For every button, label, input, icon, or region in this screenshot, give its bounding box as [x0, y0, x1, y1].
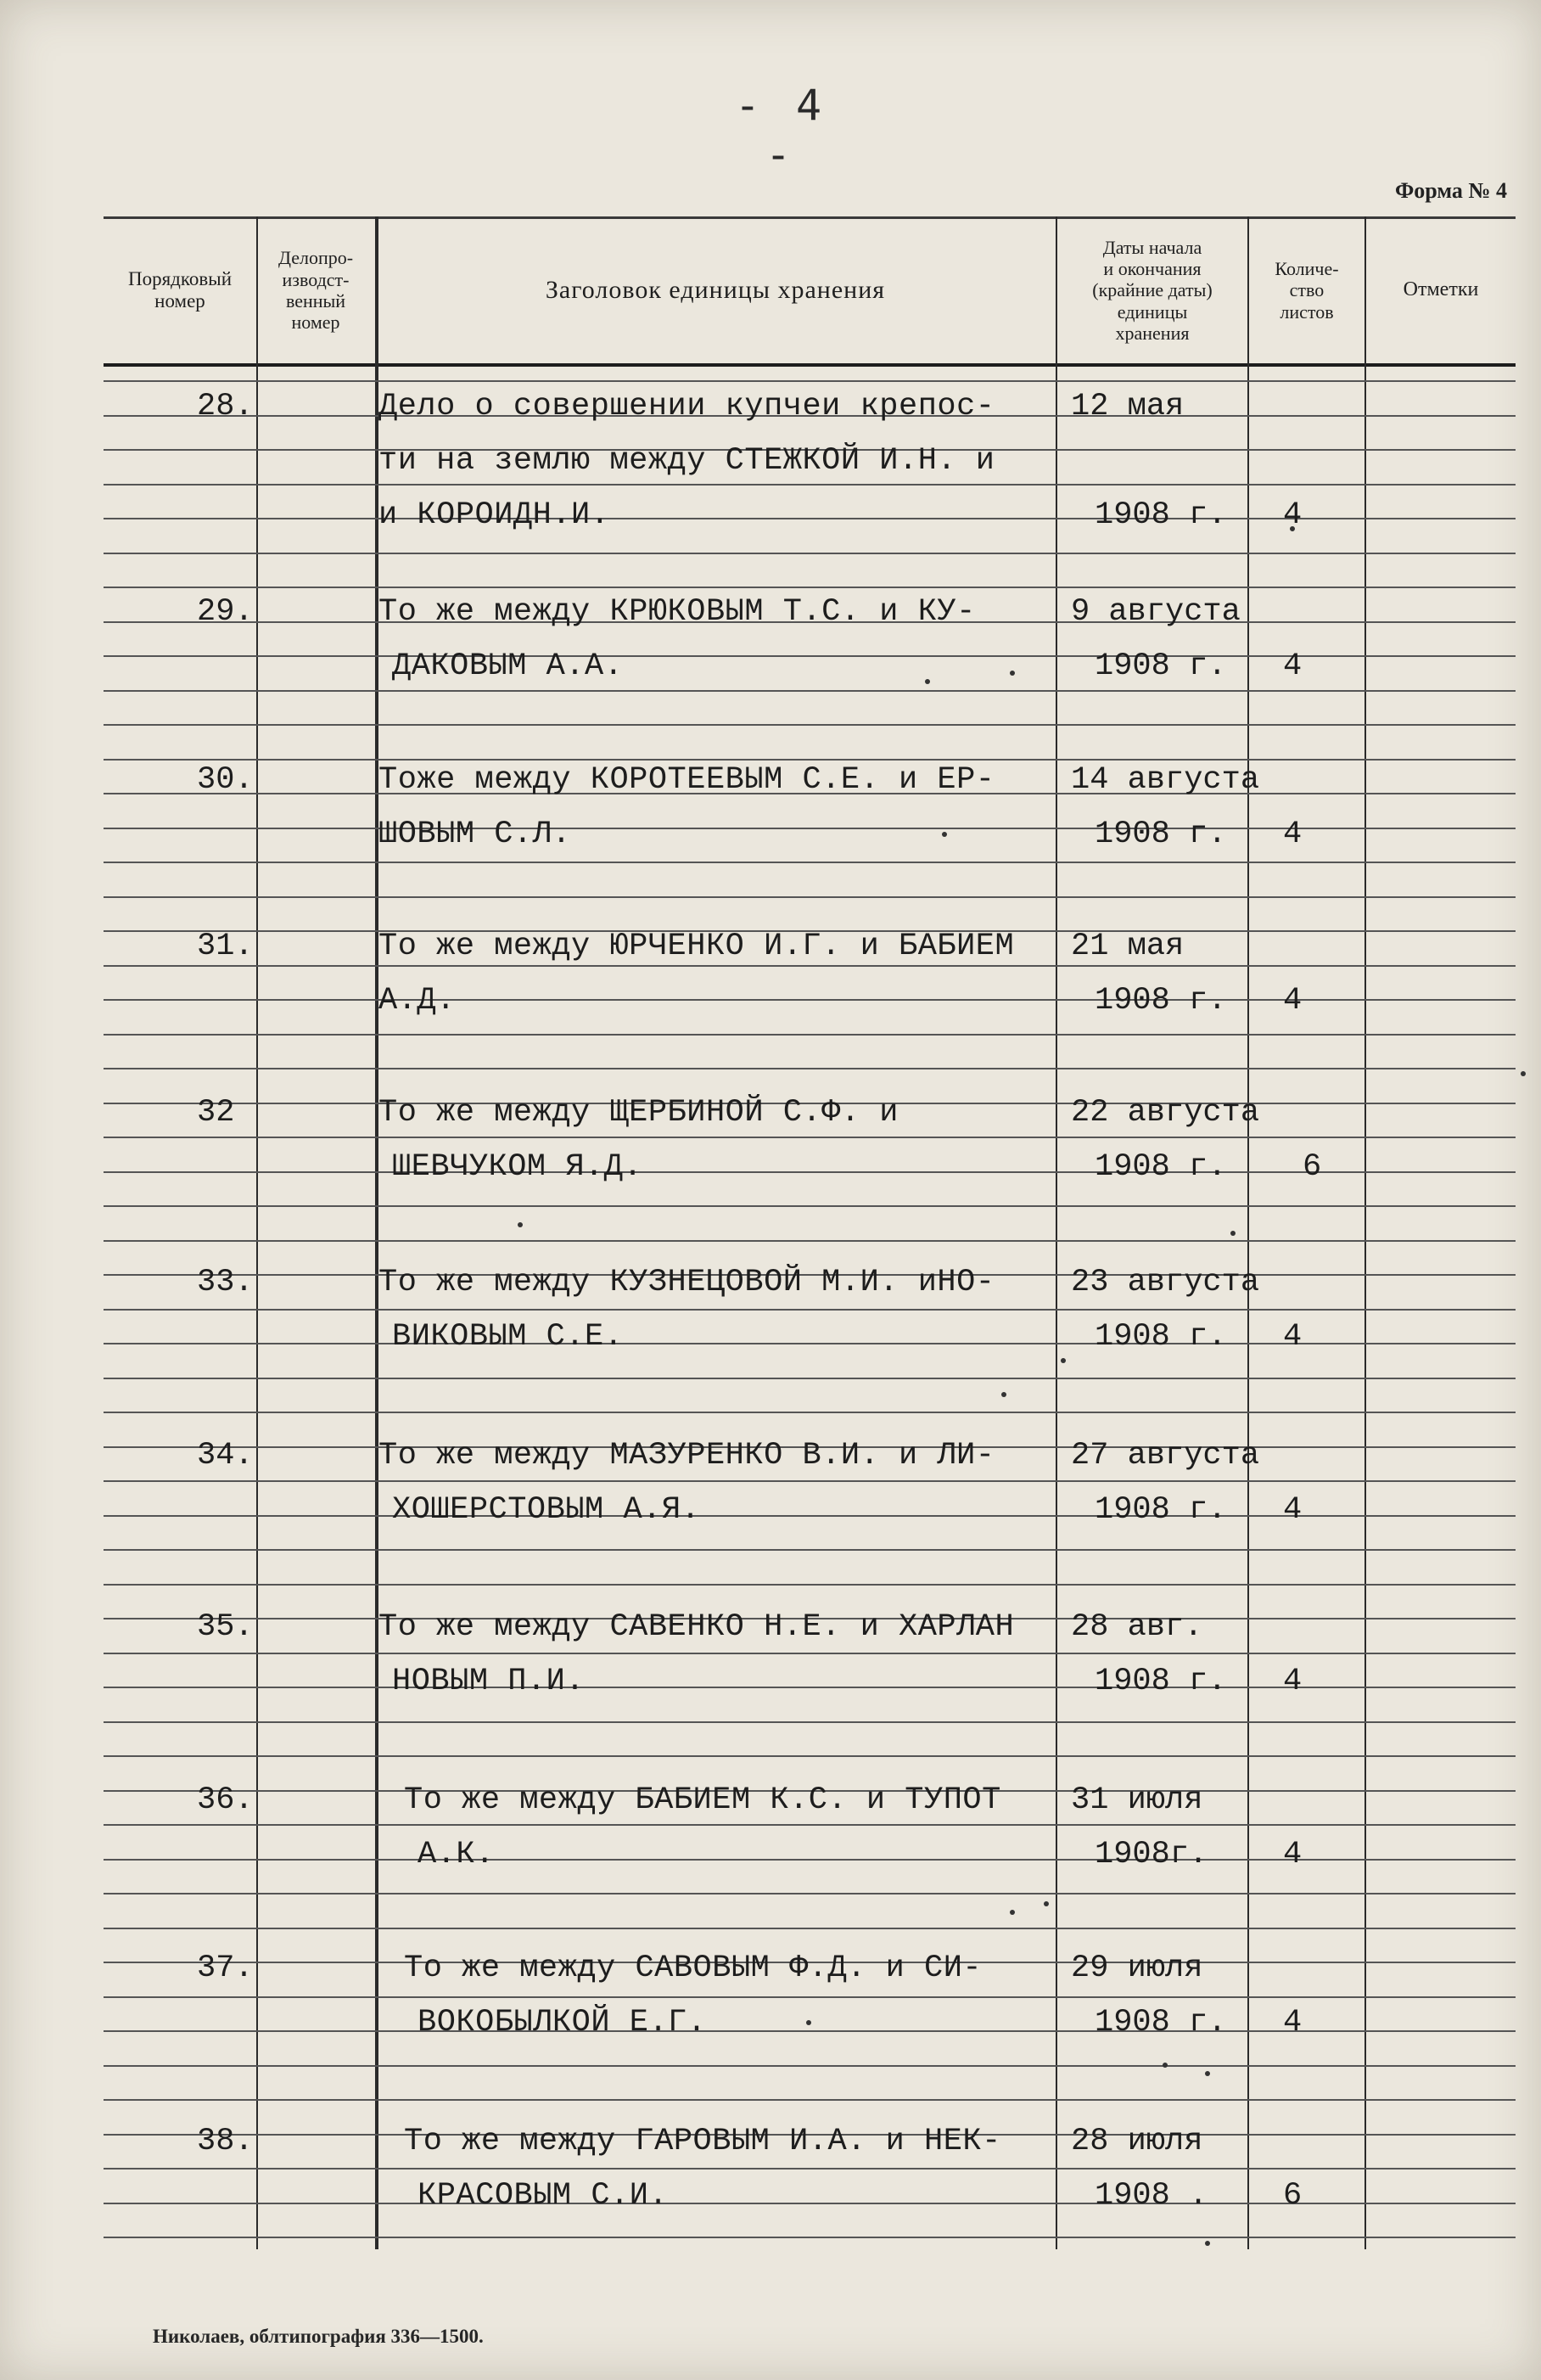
- ruled-line: [104, 690, 1516, 692]
- entry-sheet-count: 4: [1283, 1492, 1303, 1528]
- ruled-line: [104, 1928, 1516, 1929]
- entry-date-line: 27 августа: [1071, 1438, 1260, 1473]
- entry-date-line: 1908 .: [1095, 2178, 1208, 2214]
- header-dates: Даты начала и окончания (крайние даты) единицы хранения: [1092, 236, 1213, 344]
- entry-sheet-count: 4: [1283, 648, 1303, 684]
- entry-title-line: ДАКОВЫМ А.А.: [392, 648, 624, 684]
- entry-date-line: 14 августа: [1071, 762, 1260, 798]
- ruled-line: [104, 655, 1516, 657]
- entry-number: 32: [197, 1095, 235, 1131]
- ruled-line: [104, 380, 1516, 382]
- entry-number: 30.: [197, 762, 254, 798]
- ruled-line: [104, 1378, 1516, 1379]
- ruled-line: [104, 1996, 1516, 1998]
- entry-title-line: ти на землю между СТЕЖКОЙ И.Н. и: [378, 443, 995, 479]
- entry-title-line: ВИКОВЫМ С.Е.: [392, 1319, 624, 1355]
- entry-sheet-count: 4: [1283, 497, 1303, 533]
- ruled-line: [104, 1137, 1516, 1138]
- ruled-line: [104, 1343, 1516, 1344]
- ruled-line: [104, 1068, 1516, 1069]
- ruled-line: [104, 1309, 1516, 1311]
- entry-date-line: 1908 г.: [1095, 2005, 1227, 2040]
- entry-title-line: ВОКОБЫЛКОЙ Е.Г.: [417, 2005, 707, 2040]
- ruled-line: [104, 999, 1516, 1001]
- entry-sheet-count: 4: [1283, 983, 1303, 1019]
- entry-title-line: ХОШЕРСТОВЫМ А.Я.: [392, 1492, 701, 1528]
- entry-number: 29.: [197, 594, 254, 630]
- ruled-line: [104, 518, 1516, 519]
- column-divider-sheets: [1364, 216, 1366, 2249]
- entry-title-line: То же между САВОВЫМ Ф.Д. и СИ-: [404, 1951, 983, 1986]
- ruled-line: [104, 1240, 1516, 1242]
- column-divider-title: [1056, 216, 1057, 2249]
- entry-date-line: 31 июля: [1071, 1782, 1203, 1818]
- header-notes: Отметки: [1403, 278, 1479, 301]
- entry-title-line: ШЕВЧУКОМ Я.Д.: [392, 1149, 643, 1185]
- ruled-line: [104, 896, 1516, 898]
- ruled-line: [104, 1893, 1516, 1894]
- entry-title-line: и КОРОИДН.И.: [378, 497, 610, 533]
- entry-title-line: А.К.: [417, 1837, 495, 1872]
- ruled-line: [104, 1859, 1516, 1861]
- entry-number: 33.: [197, 1265, 254, 1300]
- entry-date-line: 12 мая: [1071, 389, 1185, 424]
- ruled-line: [104, 1205, 1516, 1207]
- entry-number: 36.: [197, 1782, 254, 1818]
- entry-title-line: То же между КУЗНЕЦОВОЙ М.И. иНО-: [378, 1265, 995, 1300]
- entry-date-line: 1908 г.: [1095, 1319, 1227, 1355]
- entry-title-line: То же между САВЕНКО Н.Е. и ХАРЛАН: [378, 1609, 1015, 1645]
- ink-speck: [1044, 1901, 1049, 1906]
- entry-sheet-count: 6: [1303, 1149, 1322, 1185]
- entry-sheet-count: 4: [1283, 817, 1303, 852]
- entry-date-line: 1908 г.: [1095, 983, 1227, 1019]
- entry-date-line: 23 августа: [1071, 1265, 1260, 1300]
- ruled-line: [104, 828, 1516, 829]
- entry-title-line: То же между ГАРОВЫМ И.А. и НЕК-: [404, 2124, 1001, 2159]
- ruled-line: [104, 862, 1516, 863]
- entry-number: 37.: [197, 1951, 254, 1986]
- entry-date-line: 9 августа: [1071, 594, 1241, 630]
- ink-speck: [518, 1222, 523, 1227]
- ink-speck: [1010, 671, 1015, 676]
- page-number: - 4 -: [734, 81, 827, 179]
- entry-title-line: То же между ЩЕРБИНОЙ С.Ф. и: [378, 1095, 899, 1131]
- ruled-line: [104, 2065, 1516, 2067]
- ink-speck: [1061, 1358, 1066, 1363]
- entry-date-line: 1908 г.: [1095, 817, 1227, 852]
- entry-title-line: ШОВЫМ С.Л.: [378, 817, 572, 852]
- entry-date-line: 1908 г.: [1095, 1492, 1227, 1528]
- ink-speck: [806, 2020, 811, 2025]
- printer-imprint: Николаев, облтипография 336—1500.: [153, 2326, 484, 2347]
- header-title: Заголовок единицы хранения: [545, 275, 886, 304]
- entry-date-line: 22 августа: [1071, 1095, 1260, 1131]
- entry-date-line: 28 авг.: [1071, 1609, 1203, 1645]
- entry-title-line: НОВЫМ П.И.: [392, 1664, 586, 1699]
- entry-title-line: То же между КРЮКОВЫМ Т.С. и КУ-: [378, 594, 976, 630]
- entry-title-line: КРАСОВЫМ С.И.: [417, 2178, 669, 2214]
- entry-title-line: То же между МАЗУРЕНКО В.И. и ЛИ-: [378, 1438, 995, 1473]
- entry-date-line: 29 июля: [1071, 1951, 1203, 1986]
- ruled-line: [104, 553, 1516, 554]
- ruled-line: [104, 965, 1516, 967]
- entry-date-line: 1908 г.: [1095, 1149, 1227, 1185]
- ruled-line: [104, 1721, 1516, 1723]
- entry-date-line: 1908 г.: [1095, 497, 1227, 533]
- ruled-line: [104, 1549, 1516, 1551]
- ink-speck: [1205, 2241, 1210, 2246]
- ruled-line: [104, 759, 1516, 761]
- entry-number: 38.: [197, 2124, 254, 2159]
- ruled-line: [104, 1824, 1516, 1826]
- entry-title-line: Дело о совершении купчеи крепос-: [378, 389, 995, 424]
- ruled-line: [104, 2168, 1516, 2170]
- entry-sheet-count: 4: [1283, 1664, 1303, 1699]
- ink-speck: [1010, 1910, 1015, 1915]
- ruled-line: [104, 1653, 1516, 1654]
- header-serial-number: Порядковый номер: [127, 267, 233, 312]
- ruled-line: [104, 1480, 1516, 1482]
- ruled-line: [104, 2203, 1516, 2204]
- ink-speck: [1001, 1392, 1006, 1397]
- ruled-line: [104, 1584, 1516, 1586]
- entry-number: 34.: [197, 1438, 254, 1473]
- ink-speck: [942, 832, 947, 837]
- ruled-line: [104, 724, 1516, 726]
- column-divider-serial: [256, 216, 258, 2249]
- entry-title-line: Тоже между КОРОТЕЕВЫМ С.Е. и ЕР-: [378, 762, 995, 798]
- entry-number: 31.: [197, 929, 254, 964]
- entry-date-line: 28 июля: [1071, 2124, 1203, 2159]
- form-label: Форма № 4: [1394, 178, 1507, 203]
- ruled-line: [104, 2099, 1516, 2101]
- entry-title-line: То же между ЮРЧЕНКО И.Г. и БАБИЕМ: [378, 929, 1015, 964]
- entry-sheet-count: 4: [1283, 1837, 1303, 1872]
- ruled-line: [104, 2237, 1516, 2238]
- ink-speck: [1163, 2063, 1168, 2068]
- entry-title-line: То же между БАБИЕМ К.С. и ТУПОТ: [404, 1782, 1001, 1818]
- header-office-number: Делопро- изводст- венный номер: [277, 247, 354, 334]
- ruled-line: [104, 484, 1516, 486]
- entry-sheet-count: 4: [1283, 2005, 1303, 2040]
- entry-date-line: 21 мая: [1071, 929, 1185, 964]
- ink-speck: [1230, 1231, 1236, 1236]
- entry-number: 28.: [197, 389, 254, 424]
- header-sheet-count: Количе- ство листов: [1275, 258, 1339, 323]
- entry-sheet-count: 6: [1283, 2178, 1303, 2214]
- entry-date-line: 1908 г.: [1095, 1664, 1227, 1699]
- ruled-line: [104, 1515, 1516, 1517]
- header-bottom-rule: [104, 363, 1516, 367]
- entry-sheet-count: 4: [1283, 1319, 1303, 1355]
- ink-speck: [925, 679, 930, 684]
- ink-speck: [1205, 2071, 1210, 2076]
- entry-title-line: А.Д.: [378, 983, 456, 1019]
- entry-number: 35.: [197, 1609, 254, 1645]
- column-divider-dates: [1247, 216, 1249, 2249]
- ruled-line: [104, 587, 1516, 588]
- ruled-line: [104, 2030, 1516, 2032]
- entry-date-line: 1908 г.: [1095, 648, 1227, 684]
- ruled-line: [104, 1755, 1516, 1757]
- ruled-line: [104, 1687, 1516, 1688]
- entry-date-line: 1908г.: [1095, 1837, 1208, 1872]
- ruled-line: [104, 1034, 1516, 1036]
- ink-speck: [1521, 1071, 1526, 1076]
- ruled-line: [104, 1412, 1516, 1413]
- header-top-rule: [104, 216, 1516, 219]
